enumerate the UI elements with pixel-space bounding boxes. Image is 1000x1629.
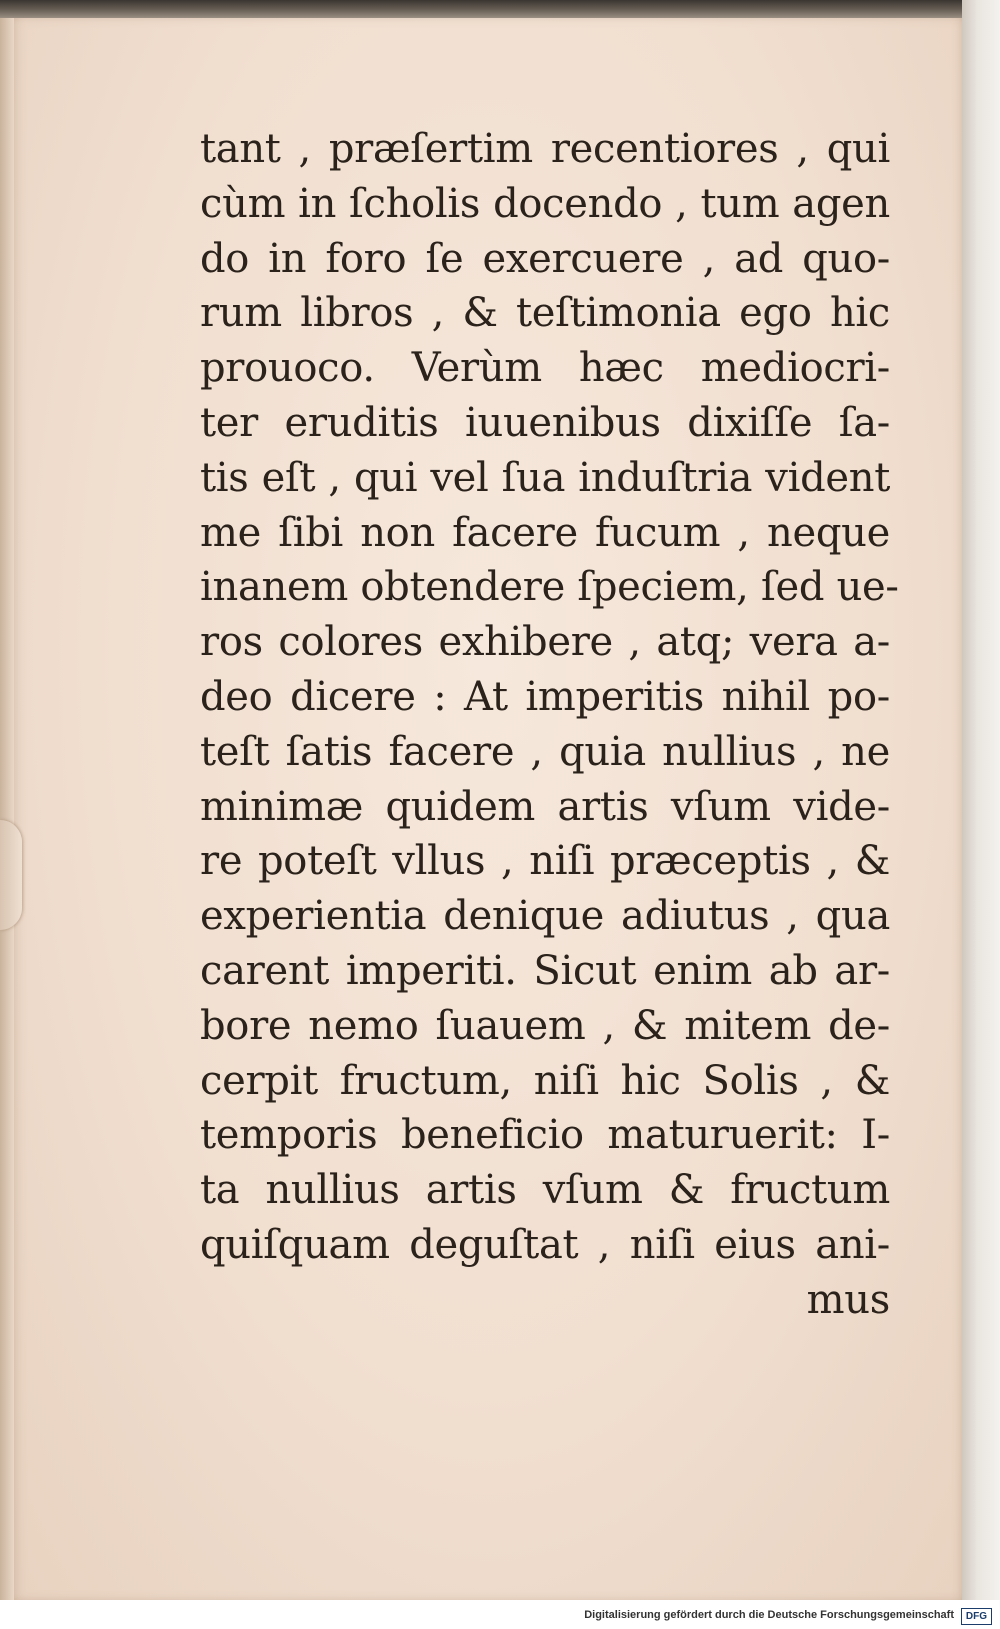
text-line: prouoco. Verùm hæc mediocri-	[200, 345, 890, 392]
text-line: tis eſt , qui vel ſua induſtria vident	[200, 454, 890, 501]
dfg-logo-icon: DFG	[961, 1608, 992, 1625]
text-line: bore nemo ſuauem , & mitem de-	[200, 1002, 890, 1049]
text-line: temporis beneficio maturuerit: I-	[200, 1112, 890, 1159]
text-line: do in foro ſe exercuere , ad quo-	[200, 235, 890, 282]
scan-right-margin	[962, 0, 1000, 1600]
text-line: rum libros , & teſtimonia ego hic	[200, 290, 890, 337]
body-text	[200, 122, 899, 1328]
text-line: deo dicere : At imperitis nihil po-	[200, 673, 890, 720]
catchword: mus	[806, 1276, 890, 1323]
funding-credit: Digitalisierung gefördert durch die Deutsche Forschungsgemeinschaft	[584, 1609, 954, 1621]
text-line: cerpit fructum, niſi hic Solis , &	[200, 1057, 890, 1104]
text-line: re poteſt vllus , niſi præceptis , &	[200, 838, 890, 885]
text-line: inanem obtendere ſpeciem, ſed ue-	[200, 564, 899, 611]
book-clasp	[0, 820, 22, 930]
text-line: ter eruditis iuuenibus dixiſſe ſa-	[200, 399, 890, 446]
text-line: teſt ſatis facere , quia nullius , ne	[200, 728, 890, 775]
text-line: ta nullius artis vſum & fructum	[200, 1167, 890, 1214]
text-line: quiſquam deguſtat , niſi eius ani-	[200, 1221, 890, 1268]
page-gutter	[0, 18, 14, 1600]
text-line: minimæ quidem artis vſum vide-	[200, 783, 890, 830]
text-line: ros colores exhibere , atq; vera a-	[200, 619, 890, 666]
text-line: carent imperiti. Sicut enim ab ar-	[200, 947, 890, 994]
book-top-edge	[0, 0, 1000, 18]
text-line: tant , præſertim recentiores , qui	[200, 126, 890, 172]
text-line: me ſibi non facere fucum , neque	[200, 509, 890, 556]
text-line: cùm in ſcholis docendo , tum agen	[200, 180, 890, 227]
text-line: experientia denique adiutus , qua	[200, 893, 890, 940]
digitization-footer	[0, 1604, 1000, 1629]
